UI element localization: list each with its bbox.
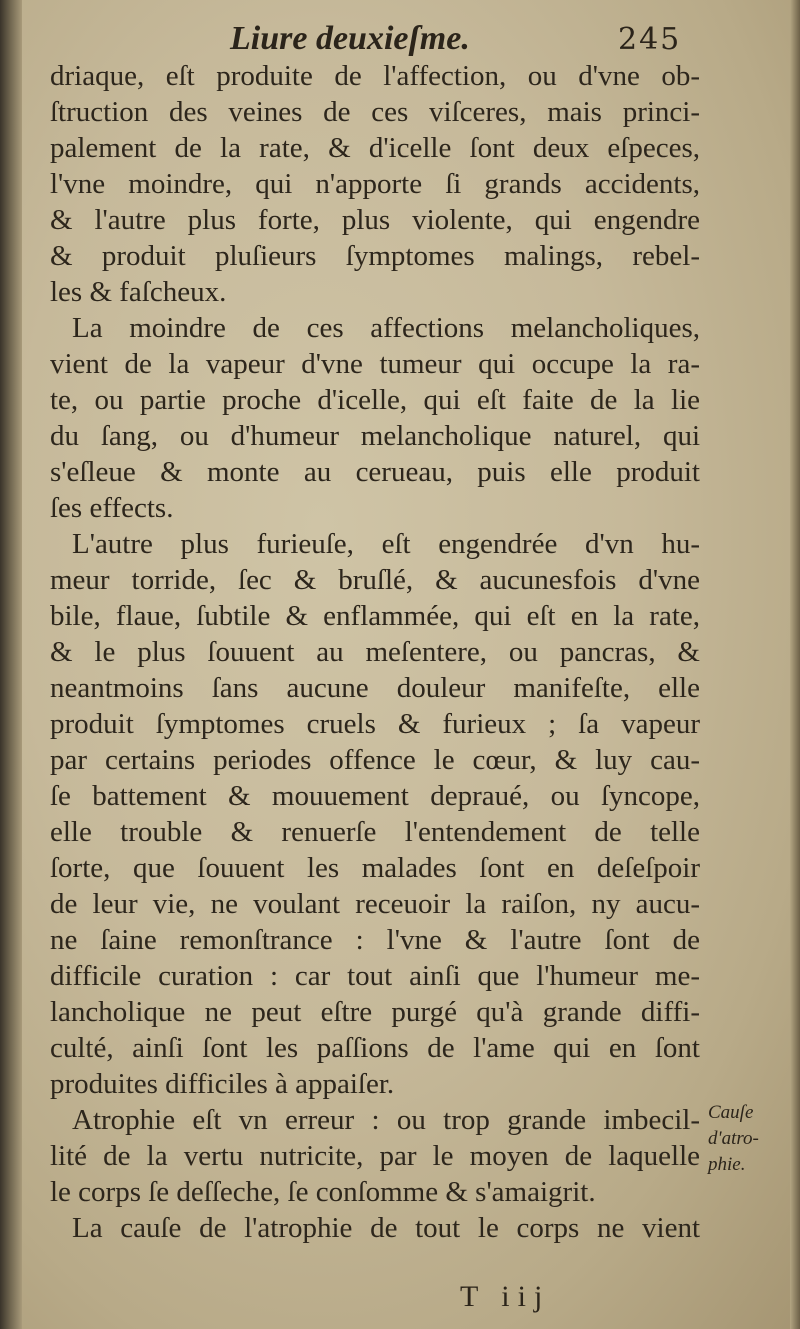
text-line: bile, flaue, ſubtile & enflammée, qui eſt en la rate, — [50, 600, 700, 632]
text-line: lancholique ne peut eſtre purgé qu'à grande diffi- — [50, 996, 700, 1028]
binding-gutter — [0, 0, 22, 1329]
text-line: driaque, eſt produite de l'affection, ou d'vne ob- — [50, 60, 700, 92]
text-line: palement de la rate, & d'icelle ſont deux eſpeces, — [50, 132, 700, 164]
text-line: lité de la vertu nutricite, par le moyen de laquelle — [50, 1140, 700, 1172]
text-line: La cauſe de l'atrophie de tout le corps ne vient — [72, 1212, 700, 1244]
text-line: La moindre de ces affections melancholiques, — [72, 312, 700, 344]
text-line: produit ſymptomes cruels & furieux ; ſa vapeur — [50, 708, 700, 740]
text-line: te, ou partie proche d'icelle, qui eſt faite de la lie — [50, 384, 700, 416]
margin-note-line: d'atro- — [708, 1128, 759, 1149]
text-line: s'eſleue & monte au cerueau, puis elle produit — [50, 456, 700, 488]
text-line: de leur vie, ne voulant receuoir la raiſon, ny aucu- — [50, 888, 700, 920]
margin-note — [708, 1100, 788, 1178]
text-line: ſorte, que ſouuent les malades ſont en deſeſpoir — [50, 852, 700, 884]
text-line: & l'autre plus forte, plus violente, qui engendre — [50, 204, 700, 236]
text-line: Atrophie eſt vn erreur : ou trop grande imbecil- — [72, 1104, 700, 1136]
text-line: L'autre plus furieuſe, eſt engendrée d'vn hu- — [72, 528, 700, 560]
text-line: produites difficiles à appaiſer. — [50, 1068, 395, 1100]
text-line: du ſang, ou d'humeur melancholique naturel, qui — [50, 420, 700, 452]
text-line: elle trouble & renuerſe l'entendement de telle — [50, 816, 700, 848]
text-line: ſes effects. — [50, 492, 174, 524]
text-line: par certains periodes offence le cœur, & luy cau- — [50, 744, 700, 776]
page-number: 245 — [618, 22, 682, 57]
text-line: neantmoins ſans aucune douleur manifeſte, elle — [50, 672, 700, 704]
text-line: ne ſaine remonſtrance : l'vne & l'autre ſont de — [50, 924, 700, 956]
text-line: difficile curation : car tout ainſi que l'humeur me- — [50, 960, 700, 992]
body-text — [50, 58, 700, 1246]
text-line: le corps ſe deſſeche, ſe conſomme & s'amaigrit. — [50, 1176, 596, 1208]
text-line: & le plus ſouuent au meſentere, ou pancras, & — [50, 636, 700, 668]
text-line: les & faſcheux. — [50, 276, 227, 308]
text-line: ſe battement & mouuement depraué, ou ſyncope, — [50, 780, 700, 812]
text-line: l'vne moindre, qui n'apporte ſi grands accidents, — [50, 168, 700, 200]
margin-note-line: phie. — [708, 1154, 746, 1175]
signature-mark: T iij — [460, 1280, 551, 1313]
running-title: Liure deuxieſme. — [230, 20, 470, 57]
text-line: & produit pluſieurs ſymptomes malings, rebel- — [50, 240, 700, 272]
margin-note-line: Cauſe — [708, 1102, 754, 1123]
text-line: vient de la vapeur d'vne tumeur qui occupe la ra- — [50, 348, 700, 380]
text-line: meur torride, ſec & bruſlé, & aucunesfois d'vne — [50, 564, 700, 596]
text-line: ſtruction des veines de ces viſceres, mais princi- — [50, 96, 700, 128]
text-line: culté, ainſi ſont les paſſions de l'ame qui en ſont — [50, 1032, 700, 1064]
page-edge — [790, 0, 800, 1329]
